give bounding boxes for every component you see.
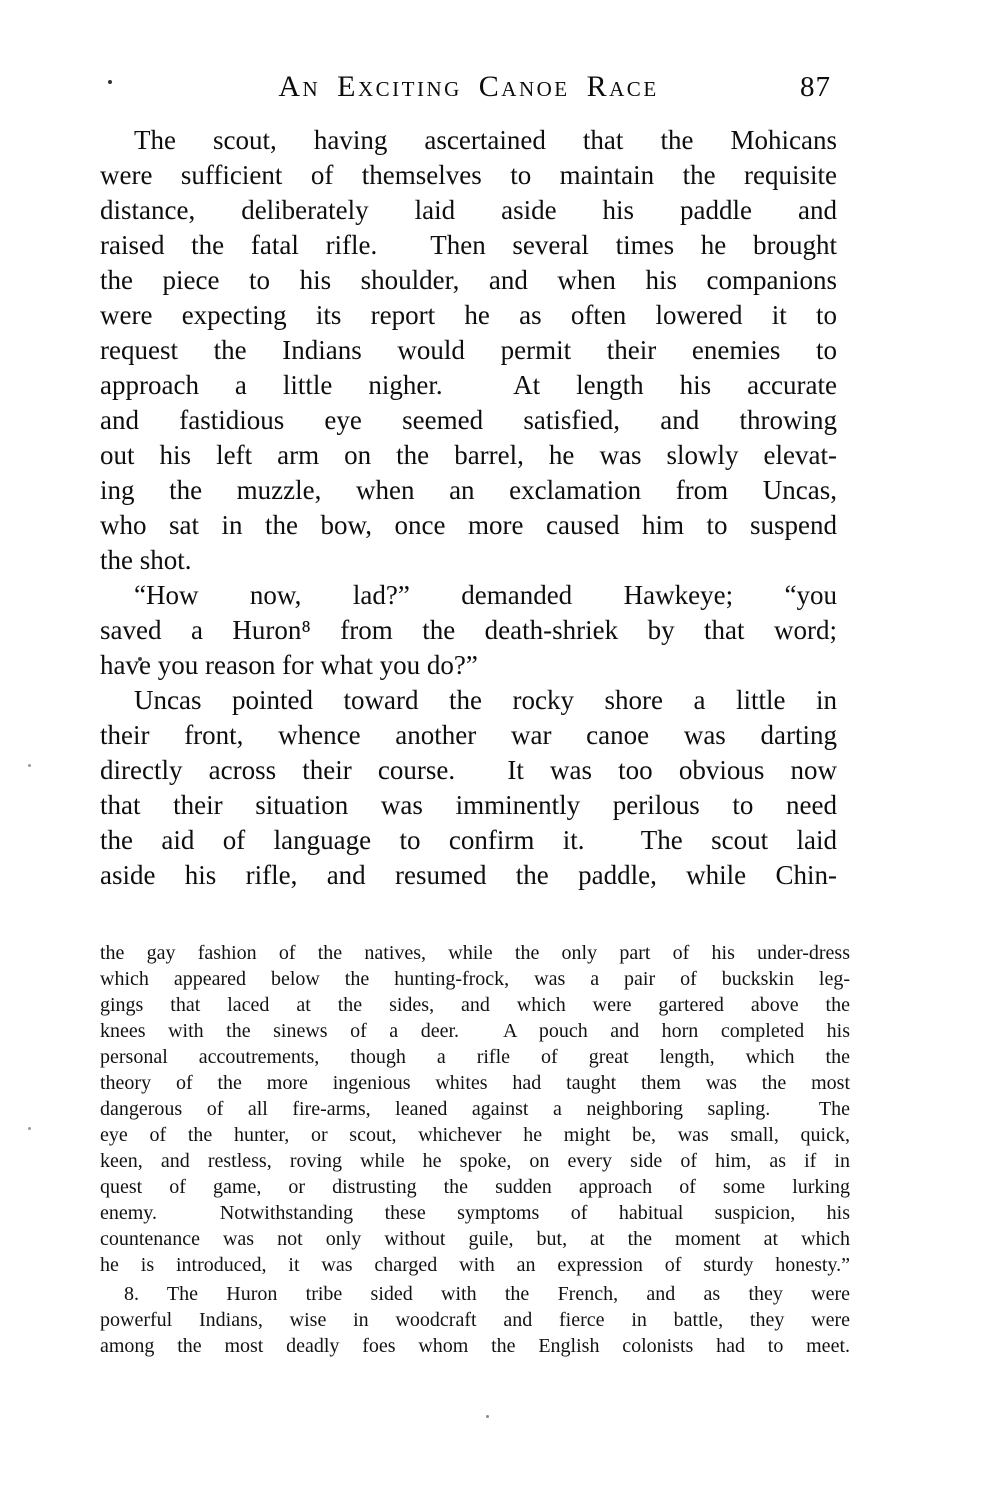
text-line: out his left arm on the barrel, he was slowly elevat-: [100, 440, 837, 470]
scan-speck: [28, 1127, 31, 1130]
text-line: knees with the sinews of a deer. A pouch and horn completed his: [100, 1020, 850, 1042]
text-line: he is introduced, it was charged with an expression of sturdy honesty.”: [100, 1254, 850, 1276]
text-line: “How now, lad?” demanded Hawkeye; “you: [134, 580, 837, 610]
text-line: were sufficient of themselves to maintain the requisite: [100, 160, 837, 190]
footnote-section: [100, 940, 850, 1359]
text-line: personal accoutrements, though a rifle of great length, which the: [100, 1046, 850, 1068]
text-line: keen, and restless, roving while he spoke, on every side of him, as if in: [100, 1150, 850, 1172]
text-line: the shot.: [100, 545, 192, 575]
text-line: the piece to his shoulder, and when his companions: [100, 265, 837, 295]
text-line: theory of the more ingenious whites had taught them was the most: [100, 1072, 850, 1094]
text-line: request the Indians would permit their enemies to: [100, 335, 837, 365]
scan-speck: [28, 764, 31, 767]
text-line: powerful Indians, wise in woodcraft and fierce in battle, they were: [100, 1309, 850, 1331]
text-line: enemy. Notwithstanding these symptoms of habitual suspicion, his: [100, 1202, 850, 1224]
text-line: 8. The Huron tribe sided with the French, and as they were: [124, 1283, 850, 1305]
text-line: who sat in the bow, once more caused him to suspend: [100, 510, 837, 540]
paragraph-2: [100, 578, 837, 683]
text-line: which appeared below the hunting-frock, was a pair of buckskin leg-: [100, 968, 850, 990]
text-line: among the most deadly foes whom the English colonists had to meet.: [100, 1335, 850, 1357]
scan-speck: [486, 1415, 489, 1418]
text-line: countenance was not only without guile, but, at the moment at which: [100, 1228, 850, 1250]
text-line: approach a little nigher. At length his accurate: [100, 370, 837, 400]
text-line: saved a Huron⁸ from the death-shriek by that word;: [100, 615, 837, 645]
text-line: the gay fashion of the natives, while the only part of his under-dress: [100, 942, 850, 964]
paragraph-3: [100, 683, 837, 893]
text-line: quest of game, or distrusting the sudden approach of some lurking: [100, 1176, 850, 1198]
text-line: dangerous of all fire-arms, leaned against a neighboring sapling. The: [100, 1098, 850, 1120]
text-line: have you reason for what you do?”: [100, 650, 478, 680]
text-line: the aid of language to confirm it. The scout laid: [100, 825, 837, 855]
text-line: Uncas pointed toward the rocky shore a little in: [134, 685, 837, 715]
text-line: directly across their course. It was too obvious now: [100, 755, 837, 785]
chapter-title: An Exciting Canoe Race: [278, 70, 659, 103]
text-line: their front, whence another war canoe was darting: [100, 720, 837, 750]
text-line: eye of the hunter, or scout, whichever he might be, was small, quick,: [100, 1124, 850, 1146]
text-line: raised the fatal rifle. Then several times he brought: [100, 230, 837, 260]
page-content: [100, 70, 850, 1359]
text-line: ing the muzzle, when an exclamation from Uncas,: [100, 475, 837, 505]
text-line: distance, deliberately laid aside his paddle and: [100, 195, 837, 225]
text-line: gings that laced at the sides, and which were gartered above the: [100, 994, 850, 1016]
text-line: and fastidious eye seemed satisfied, and throwing: [100, 405, 837, 435]
running-header: [100, 70, 837, 108]
main-text: [100, 123, 837, 893]
text-line: were expecting its report he as often lowered it to: [100, 300, 837, 330]
page-number: 87: [800, 71, 831, 103]
text-line: aside his rifle, and resumed the paddle, while Chin-: [100, 860, 837, 890]
footnote-continuation: [100, 940, 850, 1278]
text-line: The scout, having ascertained that the Mohicans: [134, 125, 837, 155]
paragraph-1: [100, 123, 837, 578]
footnote-8: [100, 1281, 850, 1359]
text-line: that their situation was imminently perilous to need: [100, 790, 837, 820]
